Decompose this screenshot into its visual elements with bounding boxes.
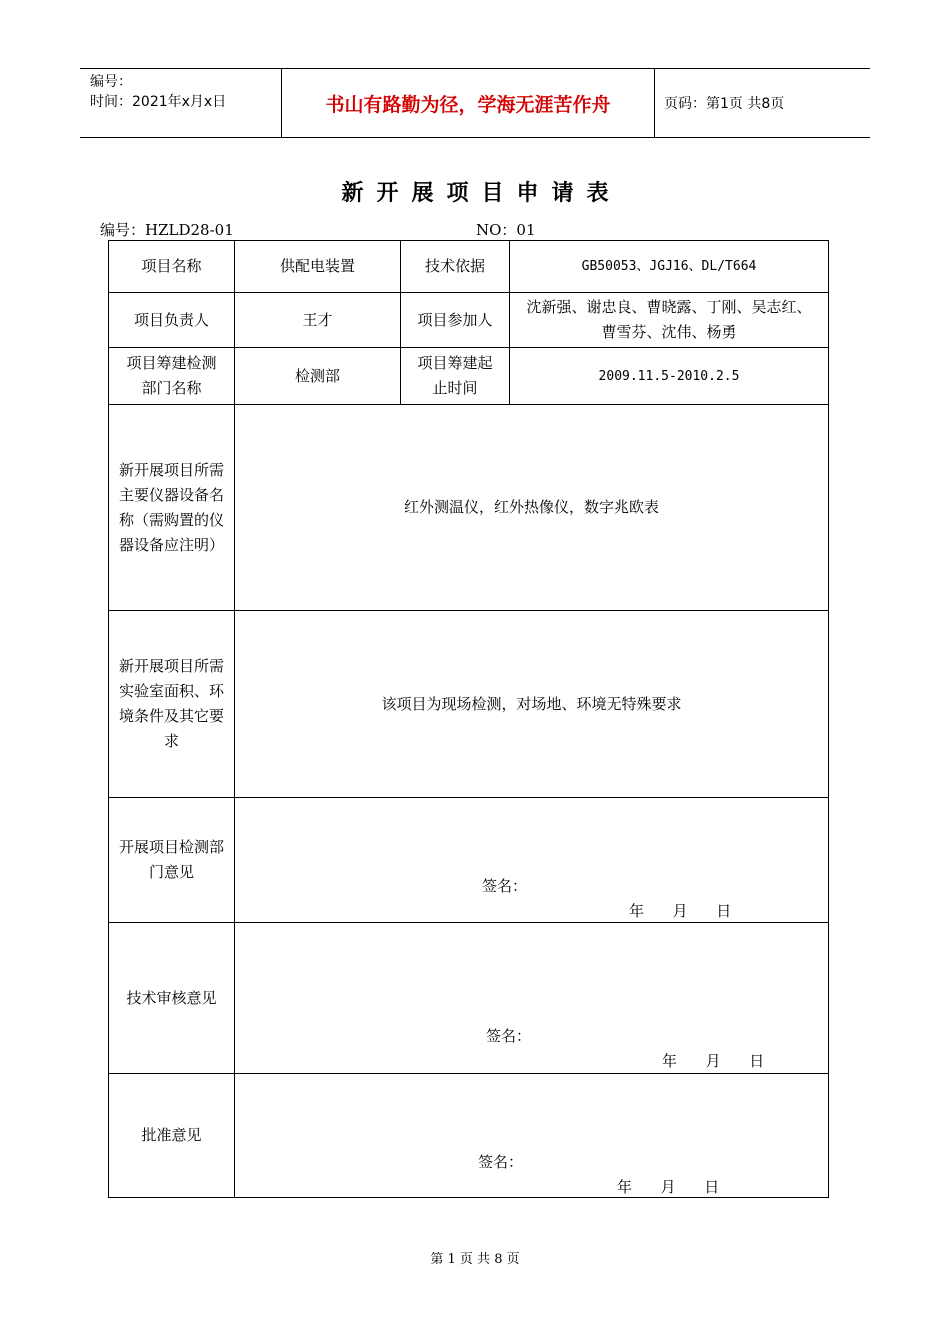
equipment-label: 新开展项目所需主要仪器设备名称（需购置的仪器设备应注明） — [109, 405, 235, 611]
dept-label: 项目筹建检测部门名称 — [109, 348, 235, 405]
date-line: 年 月 日 — [629, 902, 732, 920]
project-name-value: 供配电装置 — [235, 241, 401, 293]
tech-basis-label: 技术依据 — [401, 241, 510, 293]
participants-value: 沈新强、谢忠良、曹晓露、丁刚、吴志红、曹雪芬、沈伟、杨勇 — [510, 293, 829, 348]
lab-label: 新开展项目所需实验室面积、环境条件及其它要求 — [109, 611, 235, 798]
header-time: 时间：2021年x月x日 — [90, 94, 227, 110]
table-row — [109, 611, 829, 798]
signature-label: 签名： — [486, 1027, 532, 1045]
period-label: 项目筹建起止时间 — [401, 348, 510, 405]
dept-opinion-label: 开展项目检测部门意见 — [109, 798, 235, 923]
header-page-info: 页码：第1页 共8页 — [664, 96, 785, 112]
table-row — [109, 1074, 829, 1198]
participants-label: 项目参加人 — [401, 293, 510, 348]
dept-value: 检测部 — [235, 348, 401, 405]
signature-label: 签名： — [478, 1153, 524, 1171]
approval-field[interactable] — [235, 1074, 829, 1198]
lab-value: 该项目为现场检测，对场地、环境无特殊要求 — [235, 611, 829, 798]
tech-review-field[interactable] — [235, 923, 829, 1074]
date-line: 年 月 日 — [662, 1052, 765, 1070]
table-row — [109, 798, 829, 923]
form-code: 编号：HZLD28-01 — [100, 221, 234, 239]
application-form-table — [108, 240, 829, 1198]
signature-label: 签名： — [482, 877, 528, 895]
page-header — [80, 68, 870, 138]
approval-label: 批准意见 — [109, 1074, 235, 1198]
project-name-label: 项目名称 — [109, 241, 235, 293]
leader-value: 王才 — [235, 293, 401, 348]
page-footer: 第 1 页 共 8 页 — [430, 1252, 520, 1267]
table-row — [109, 405, 829, 611]
header-motto: 书山有路勤为径，学海无涯苦作舟 — [281, 69, 655, 137]
page-title: 新开展项目申请表 — [341, 180, 622, 206]
table-row — [109, 241, 829, 293]
leader-label: 项目负责人 — [109, 293, 235, 348]
table-row — [109, 923, 829, 1074]
form-number: NO：01 — [476, 221, 536, 239]
equipment-value: 红外测温仪，红外热像仪，数字兆欧表 — [235, 405, 829, 611]
table-row — [109, 348, 829, 405]
tech-basis-value: GB50053、JGJ16、DL/T664 — [510, 241, 829, 293]
period-value: 2009.11.5-2010.2.5 — [510, 348, 829, 405]
dept-opinion-field[interactable] — [235, 798, 829, 923]
table-row — [109, 293, 829, 348]
tech-review-label: 技术审核意见 — [109, 923, 235, 1074]
header-code-label: 编号： — [90, 74, 132, 90]
header-left — [90, 72, 280, 112]
date-line: 年 月 日 — [617, 1178, 720, 1196]
